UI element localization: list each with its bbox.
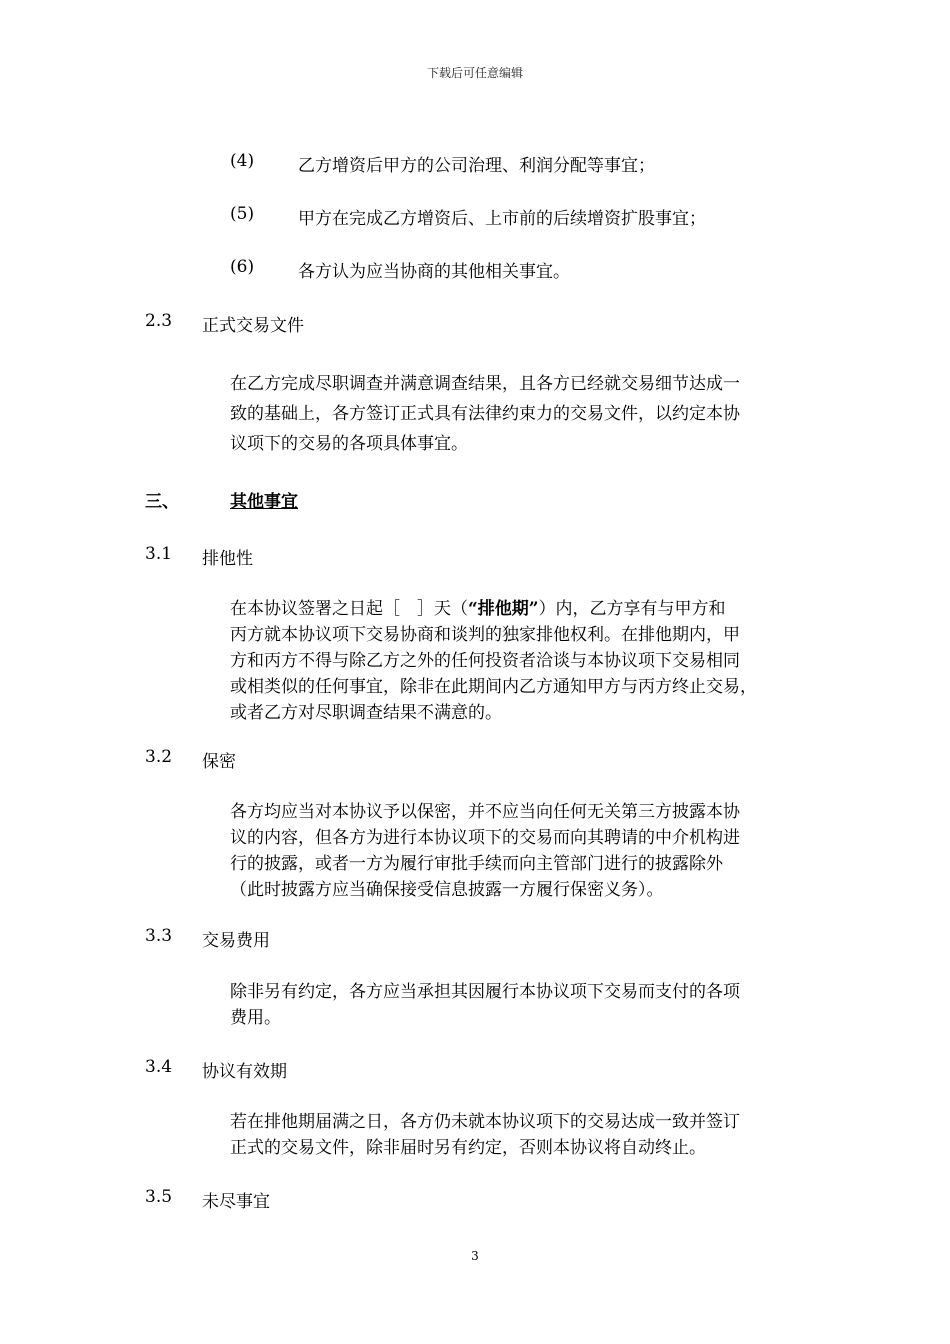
section-number: 3.1 [145, 544, 173, 564]
defined-term: “排他期” [468, 599, 539, 619]
paragraph-line: 议的内容，但各方为进行本协议项下的交易而向其聘请的中介机构进 [230, 828, 740, 848]
section-paragraph [230, 979, 818, 1031]
section-title: 保密 [202, 752, 236, 772]
section-number: 3.5 [145, 1187, 173, 1207]
section-paragraph [230, 369, 818, 459]
paragraph-line: 或相类似的任何事宜，除非在此期间内乙方通知甲方与丙方终止交易， [230, 677, 757, 697]
text-segment: ）内，乙方享有与甲方和 [538, 599, 726, 619]
paragraph-line: 或者乙方对尽职调查结果不满意的。 [230, 703, 502, 723]
paragraph-line: 正式的交易文件，除非届时另有约定，否则本协议将自动终止。 [230, 1138, 706, 1158]
chapter-title: 其他事宜 [230, 492, 298, 512]
section-title: 排他性 [202, 549, 253, 569]
paragraph-line: 若在排他期届满之日，各方仍未就本协议项下的交易达成一致并签订 [230, 1112, 740, 1132]
paragraph-line: 行的披露，或者一方为履行审批手续而向主管部门进行的披露除外 [230, 854, 723, 874]
paragraph-line: 费用。 [230, 1008, 281, 1028]
section-paragraph [230, 596, 818, 726]
list-item-number: (5) [230, 204, 255, 224]
paragraph-line: 致的基础上，各方签订正式具有法律约束力的交易文件，以约定本协 [230, 404, 740, 424]
section-paragraph [230, 799, 818, 903]
section-number: 2.3 [145, 311, 173, 331]
paragraph-line: 丙方就本协议项下交易协商和谈判的独家排他权利。在排他期内，甲 [230, 625, 740, 645]
list-item-text: 乙方增资后甲方的公司治理、利润分配等事宜； [298, 156, 655, 176]
list-item-text: 甲方在完成乙方增资后、上市前的后续增资扩股事宜； [298, 209, 706, 229]
section-number: 3.2 [145, 747, 173, 767]
paragraph-line: 除非另有约定，各方应当承担其因履行本协议项下交易而支付的各项 [230, 982, 740, 1002]
list-item-text: 各方认为应当协商的其他相关事宜。 [298, 262, 570, 282]
chapter-number: 三、 [145, 492, 179, 512]
text-segment: 在本协议签署之日起［ ］天（ [230, 599, 468, 619]
page-header: 下载后可任意编辑 [426, 66, 523, 80]
paragraph-line [230, 596, 818, 622]
section-number: 3.4 [145, 1057, 173, 1077]
section-number: 3.3 [145, 926, 173, 946]
paragraph-line: 在乙方完成尽职调查并满意调查结果，且各方已经就交易细节达成一 [230, 374, 740, 394]
section-title: 交易费用 [202, 931, 270, 951]
paragraph-line: 各方均应当对本协议予以保密，并不应当向任何无关第三方披露本协 [230, 802, 740, 822]
list-item-number: (4) [230, 151, 255, 171]
page-number: 3 [471, 1249, 479, 1263]
section-paragraph [230, 1109, 818, 1161]
section-title: 正式交易文件 [202, 316, 304, 336]
paragraph-line: 方和丙方不得与除乙方之外的任何投资者洽谈与本协议项下交易相同 [230, 651, 740, 671]
paragraph-line: 议项下的交易的各项具体事宜。 [230, 434, 468, 454]
section-title: 协议有效期 [202, 1062, 287, 1082]
list-item-number: (6) [230, 257, 255, 277]
paragraph-line: （此时披露方应当确保接受信息披露一方履行保密义务）。 [230, 880, 664, 900]
section-title: 未尽事宜 [202, 1192, 270, 1212]
